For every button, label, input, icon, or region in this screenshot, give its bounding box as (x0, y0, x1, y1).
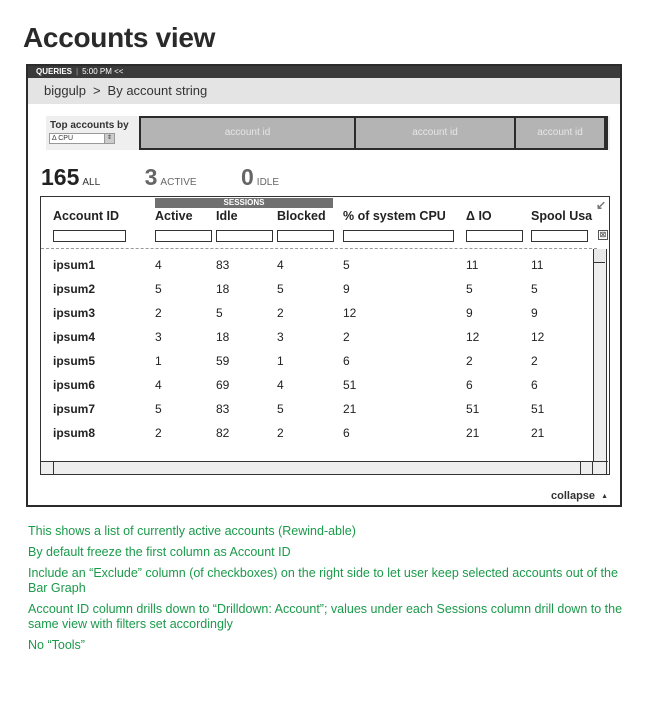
accounts-table (40, 196, 610, 475)
queries-label[interactable]: QUERIES (36, 67, 73, 76)
stat-idle[interactable]: 0 IDLE (241, 164, 280, 190)
filter-input-spool[interactable] (531, 230, 588, 242)
stat-all[interactable]: 165 ALL (41, 164, 101, 190)
filter-input-blocked[interactable] (277, 230, 334, 242)
scroll-right-button[interactable] (580, 462, 593, 474)
note: Include an “Exclude” column (of checkboxes) on the right side to let user keep selected accounts out of the Bar Graph (28, 566, 618, 595)
note: Account ID column drills down to “Drilldown: Account”; values under each Sessions column drill down to the same view with filters set accordingly (28, 602, 623, 631)
account-bar[interactable]: account id (139, 116, 356, 150)
col-header-account-id[interactable]: Account ID (53, 209, 119, 223)
col-header-spool[interactable]: Spool Usa (531, 209, 593, 223)
collapse-button[interactable]: collapse ▲ (551, 490, 608, 502)
accounts-panel (26, 64, 622, 507)
expand-icon[interactable]: ↙ (596, 198, 607, 212)
table-row: ipsum7 5 83 5 21 51 51 (53, 402, 545, 416)
breadcrumb-current: By account string (107, 83, 208, 98)
breadcrumb-separator: > (92, 83, 101, 98)
rewind-button[interactable]: << (114, 67, 124, 76)
table-row: ipsum5 1 59 1 6 2 2 (53, 354, 538, 368)
table-row: ipsum8 2 82 2 6 21 21 (53, 426, 545, 440)
note: No “Tools” (28, 638, 85, 652)
note: This shows a list of currently active accounts (Rewind-able) (28, 524, 356, 538)
session-stats (41, 164, 319, 191)
scroll-corner (594, 462, 607, 474)
col-header-io[interactable]: Δ IO (466, 209, 492, 223)
annotation-notes (28, 524, 628, 659)
header-divider (41, 248, 597, 249)
select-stepper-icon[interactable]: ⇕ (104, 134, 114, 143)
top-accounts-label: Top accounts by (50, 120, 129, 131)
col-header-active[interactable]: Active (155, 209, 193, 223)
page-title: Accounts view (23, 22, 216, 53)
table-row: ipsum2 5 18 5 9 5 5 (53, 282, 538, 296)
filter-input-cpu[interactable] (343, 230, 454, 242)
time-label: 5:00 PM (82, 67, 112, 76)
top-bar: QUERIES | 5:00 PM << (28, 66, 620, 78)
col-header-idle[interactable]: Idle (216, 209, 238, 223)
table-row: ipsum1 4 83 4 5 11 11 (53, 258, 544, 272)
horizontal-scrollbar[interactable] (41, 461, 608, 474)
sessions-group-header: SESSIONS (155, 198, 333, 208)
vertical-scrollbar[interactable] (593, 249, 607, 461)
filter-input-idle[interactable] (216, 230, 273, 242)
stat-active[interactable]: 3 ACTIVE (144, 164, 197, 190)
metric-select[interactable]: Δ CPU ⇕ (49, 133, 115, 144)
triangle-up-icon: ▲ (601, 493, 608, 500)
vertical-scroll-thumb[interactable] (594, 249, 605, 263)
col-header-cpu[interactable]: % of system CPU (343, 209, 446, 223)
breadcrumb-root[interactable]: biggulp (44, 83, 86, 98)
account-bar[interactable]: account id (354, 116, 516, 150)
filter-input-account-id[interactable] (53, 230, 126, 242)
breadcrumb (28, 78, 620, 104)
table-row: ipsum3 2 5 2 12 9 9 (53, 306, 538, 320)
account-bar[interactable]: account id (514, 116, 608, 150)
filter-input-io[interactable] (466, 230, 523, 242)
table-row: ipsum4 3 18 3 2 12 12 (53, 330, 545, 344)
scroll-left-button[interactable] (41, 462, 54, 474)
col-header-blocked[interactable]: Blocked (277, 209, 326, 223)
top-accounts-bar-graph (46, 116, 610, 150)
filter-input-active[interactable] (155, 230, 212, 242)
exclude-checkbox-icon[interactable]: ⊠ (599, 230, 607, 239)
table-row: ipsum6 4 69 4 51 6 6 (53, 378, 538, 392)
note: By default freeze the first column as Account ID (28, 545, 291, 559)
